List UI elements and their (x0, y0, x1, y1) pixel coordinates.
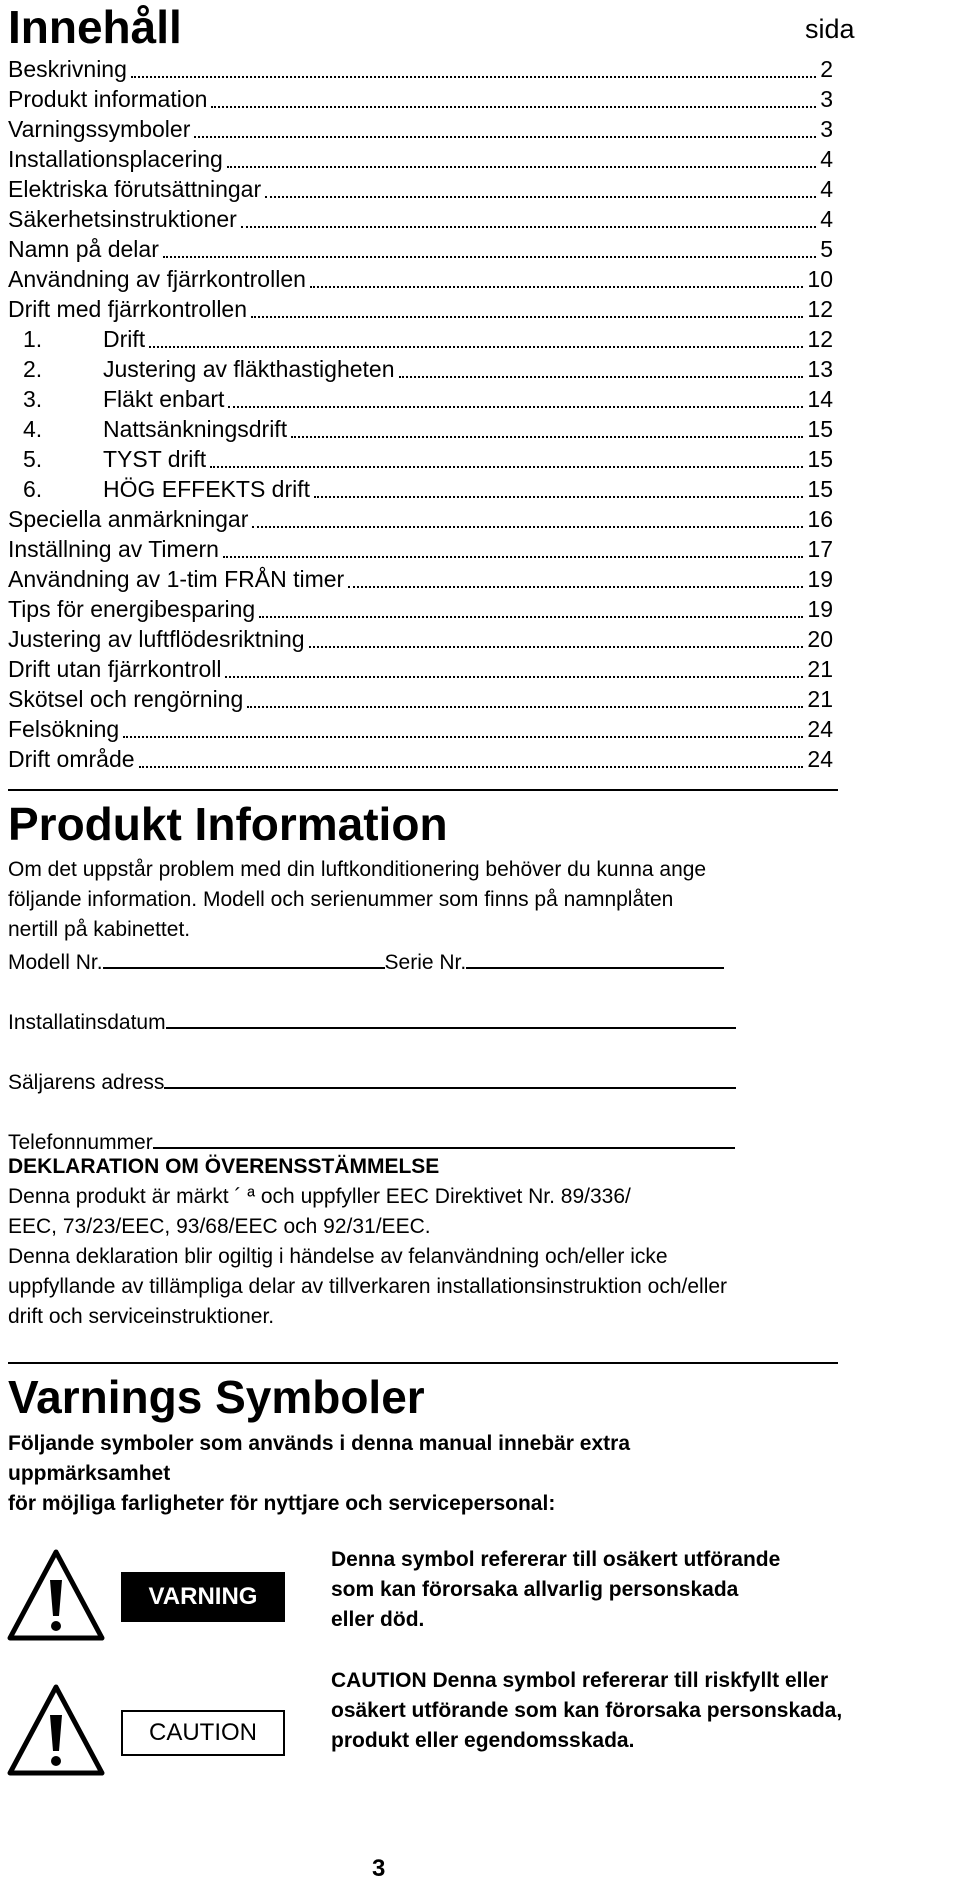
toc-entry-label: Tips för energibesparing (8, 596, 256, 622)
toc-entry[interactable] (8, 292, 833, 322)
page-number: 3 (372, 1855, 386, 1882)
toc-leader-dots (149, 346, 803, 348)
toc-entry-label: Drift område (8, 746, 135, 772)
toc-leader-dots (309, 646, 804, 648)
toc-leader-dots (139, 766, 804, 768)
toc-entry-number: 6. (23, 476, 43, 502)
toc-leader-dots (314, 496, 803, 498)
toc-entry-page: 4 (820, 206, 833, 232)
toc-entry[interactable] (8, 592, 833, 622)
dealer-address-row (8, 1065, 736, 1098)
toc-entry[interactable] (8, 712, 833, 742)
toc-entry-page: 2 (820, 56, 833, 82)
toc-entry[interactable] (8, 52, 833, 82)
text-line: eller död. (331, 1608, 425, 1631)
toc-leader-dots (211, 106, 816, 108)
product-info-text (8, 855, 908, 945)
toc-entry-label: TYST drift (103, 446, 207, 472)
toc-entry-page: 16 (807, 506, 833, 532)
phone-field[interactable] (153, 1125, 735, 1149)
toc-entry-page: 19 (807, 566, 833, 592)
toc-entry-label: HÖG EFFEKTS drift (103, 476, 311, 502)
text-line: drift och serviceinstruktioner. (8, 1305, 275, 1328)
toc-leader-dots (223, 556, 803, 558)
toc-entry[interactable] (8, 172, 833, 202)
toc-entry[interactable] (8, 82, 833, 112)
declaration-heading: DEKLARATION OM ÖVERENSSTÄMMELSE (8, 1155, 440, 1178)
toc-entry-page: 12 (807, 296, 833, 322)
model-label: Modell Nr. (8, 951, 103, 974)
toc-entry[interactable] (8, 562, 833, 592)
text-line: Denna produkt är märkt ´ ª och uppfyller EEC Direktivet Nr. 89/336/ (8, 1185, 631, 1208)
toc-entry-page: 4 (820, 176, 833, 202)
toc-entry[interactable] (8, 262, 833, 292)
toc-entry[interactable] (8, 112, 833, 142)
toc-entry[interactable] (8, 232, 833, 262)
caution-label: CAUTION (121, 1710, 285, 1756)
toc-entry[interactable] (8, 322, 833, 352)
text-line: CAUTION Denna symbol refererar till riskfyllt eller (331, 1669, 829, 1692)
toc-entry-page: 19 (807, 596, 833, 622)
toc-entry-label: Drift utan fjärrkontroll (8, 656, 222, 682)
model-field[interactable] (103, 945, 385, 969)
toc-entry-page: 13 (807, 356, 833, 382)
toc-entry-page: 20 (807, 626, 833, 652)
toc-entry-label: Nattsänkningsdrift (103, 416, 288, 442)
toc-entry[interactable] (8, 652, 833, 682)
toc-leader-dots (265, 196, 816, 198)
toc-entry-page: 3 (820, 116, 833, 142)
text-line: Denna deklaration blir ogiltig i händelse av felanvändning och/eller icke (8, 1245, 668, 1268)
toc-entry-label: Produkt information (8, 86, 208, 112)
toc-entry-number: 2. (23, 356, 43, 382)
toc-entry-label: Justering av luftflödesriktning (8, 626, 305, 652)
toc-entry-label: Justering av fläkthastigheten (103, 356, 395, 382)
toc-entry[interactable] (8, 532, 833, 562)
dealer-address-field[interactable] (164, 1065, 736, 1089)
toc-entry-label: Drift med fjärrkontrollen (8, 296, 248, 322)
toc-entry-label: Användning av fjärrkontrollen (8, 266, 306, 292)
toc-entry-page: 14 (807, 386, 833, 412)
toc-entry-page: 3 (820, 86, 833, 112)
text-line: Om det uppstår problem med din luftkonditionering behöver du kunna ange (8, 858, 707, 881)
toc-entry-label: Speciella anmärkningar (8, 506, 249, 532)
text-line: som kan förorsaka allvarlig personskada (331, 1578, 739, 1601)
toc-entry[interactable] (8, 472, 833, 502)
toc-entry-label: Användning av 1-tim FRÅN timer (8, 566, 345, 592)
caution-description (331, 1666, 951, 1756)
install-date-field[interactable] (166, 1005, 736, 1029)
toc-leader-dots (247, 706, 803, 708)
toc-leader-dots (251, 316, 803, 318)
toc-leader-dots (241, 226, 816, 228)
toc-leader-dots (210, 466, 803, 468)
toc-entry-page: 24 (807, 746, 833, 772)
toc-title: Innehåll (8, 1, 182, 53)
toc-leader-dots (225, 676, 803, 678)
serial-label: Serie Nr. (384, 951, 467, 974)
text-line: produkt eller egendomsskada. (331, 1729, 635, 1752)
text-line: Följande symboler som används i denna manual innebär extra (8, 1432, 631, 1455)
toc-entry-page: 12 (807, 326, 833, 352)
toc-entry-page: 4 (820, 146, 833, 172)
text-line: följande information. Modell och serienummer som finns på namnplåten (8, 888, 674, 911)
toc-leader-dots (194, 136, 816, 138)
toc-entry-label: Säkerhetsinstruktioner (8, 206, 237, 232)
warning-label: VARNING (121, 1572, 285, 1622)
toc-entry-page: 17 (807, 536, 833, 562)
toc-entry-page: 10 (807, 266, 833, 292)
dealer-address-label: Säljarens adress (8, 1071, 165, 1094)
serial-field[interactable] (466, 945, 724, 969)
toc-leader-dots (163, 256, 816, 258)
toc-entry-label: Inställning av Timern (8, 536, 219, 562)
toc-entry-page: 21 (807, 656, 833, 682)
toc-entry-label: Varningssymboler (8, 116, 191, 142)
toc-entry-page: 21 (807, 686, 833, 712)
divider (8, 789, 838, 791)
text-line: för möjliga farligheter för nyttjare och servicepersonal: (8, 1492, 556, 1515)
caution-triangle-icon (6, 1683, 106, 1777)
toc-entry-label: Drift (103, 326, 146, 352)
text-line: EEC, 73/23/EEC, 93/68/EEC och 92/31/EEC. (8, 1215, 431, 1238)
toc-entry[interactable] (8, 742, 833, 772)
toc-leader-dots (291, 436, 803, 438)
declaration-text (8, 1182, 938, 1332)
toc-leader-dots (310, 286, 804, 288)
toc-entry[interactable] (8, 412, 833, 442)
toc-entry-label: Installationsplacering (8, 146, 223, 172)
product-info-heading: Produkt Information (8, 798, 448, 850)
divider (8, 1362, 838, 1364)
toc-entry-page: 24 (807, 716, 833, 742)
toc-entry-number: 1. (23, 326, 43, 352)
toc-leader-dots (252, 526, 803, 528)
phone-label: Telefonnummer (8, 1131, 153, 1154)
toc-leader-dots (227, 166, 816, 168)
toc-leader-dots (123, 736, 803, 738)
text-line: osäkert utförande som kan förorsaka personskada, (331, 1699, 843, 1722)
toc-entry[interactable] (8, 352, 833, 382)
table-of-contents (8, 52, 833, 772)
toc-entry-page: 5 (820, 236, 833, 262)
toc-entry-number: 3. (23, 386, 43, 412)
install-date-label: Installatinsdatum (8, 1011, 166, 1034)
toc-entry-label: Skötsel och rengörning (8, 686, 244, 712)
warning-symbols-heading: Varnings Symboler (8, 1371, 425, 1423)
warning-symbols-intro (8, 1429, 908, 1519)
page-column-label: sida (805, 14, 855, 44)
toc-leader-dots (131, 76, 816, 78)
toc-entry-page: 15 (807, 476, 833, 502)
toc-entry[interactable] (8, 382, 833, 412)
toc-entry[interactable] (8, 622, 833, 652)
warning-triangle-icon (6, 1548, 106, 1642)
warning-description (331, 1545, 931, 1635)
text-line: uppmärksamhet (8, 1462, 171, 1485)
toc-entry[interactable] (8, 202, 833, 232)
toc-entry[interactable] (8, 142, 833, 172)
toc-entry-label: Namn på delar (8, 236, 159, 262)
toc-entry[interactable] (8, 442, 833, 472)
toc-entry-label: Elektriska förutsättningar (8, 176, 262, 202)
toc-entry-label: Felsökning (8, 716, 120, 742)
text-line: uppfyllande av tillämpliga delar av tillverkaren installationsinstruktion och/eller (8, 1275, 728, 1298)
toc-entry-page: 15 (807, 416, 833, 442)
text-line: nertill på kabinettet. (8, 918, 191, 941)
toc-entry[interactable] (8, 502, 833, 532)
model-serial-row (8, 945, 724, 978)
toc-leader-dots (399, 376, 804, 378)
install-date-row (8, 1005, 736, 1038)
toc-entry-number: 5. (23, 446, 43, 472)
toc-entry-number: 4. (23, 416, 43, 442)
toc-entry[interactable] (8, 682, 833, 712)
text-line: Denna symbol refererar till osäkert utförande (331, 1548, 781, 1571)
toc-leader-dots (348, 586, 803, 588)
toc-entry-label: Beskrivning (8, 56, 127, 82)
toc-entry-page: 15 (807, 446, 833, 472)
toc-entry-label: Fläkt enbart (103, 386, 225, 412)
toc-leader-dots (228, 406, 803, 408)
toc-leader-dots (259, 616, 803, 618)
